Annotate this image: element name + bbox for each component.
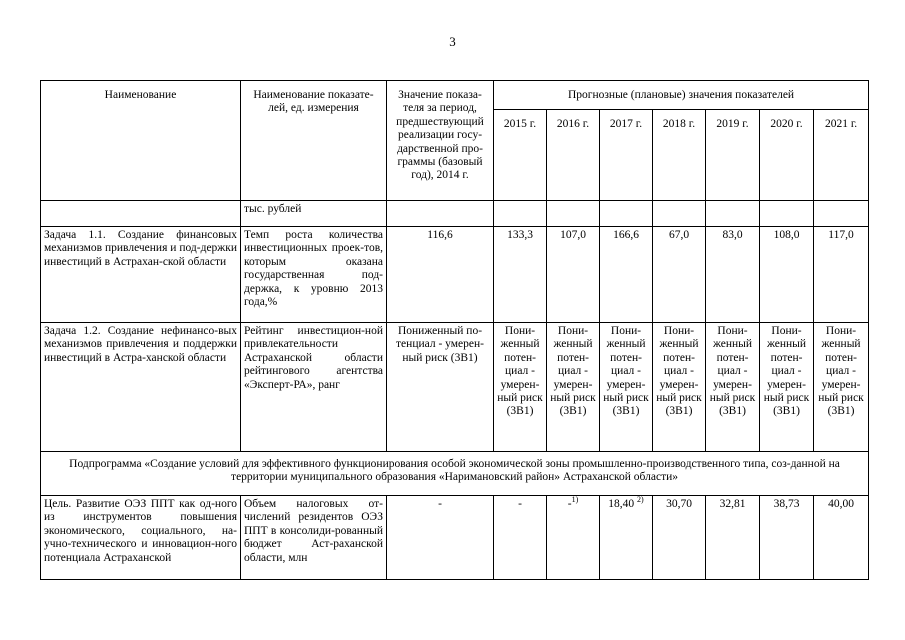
task-1-1-2017: 166,6 (600, 227, 653, 323)
task-1-2-2017: Пони-женный потен-циал - умерен-ный риск (3В1) (600, 323, 653, 452)
cell-unit: тыс. рублей (241, 201, 387, 227)
cell-empty (387, 201, 494, 227)
cell-empty (600, 201, 653, 227)
footnote-marker-2: 2) (637, 495, 644, 505)
task-1-2-2018: Пони-женный потен-циал - умерен-ный риск (3В1) (653, 323, 706, 452)
header-year-2018: 2018 г. (653, 110, 706, 201)
task-1-1-2020: 108,0 (760, 227, 814, 323)
header-row-1 (41, 81, 869, 110)
goal-2021: 40,00 (814, 496, 869, 580)
task-1-1-indicator: Темп роста количества инвестиционных проек-тов, которым оказана государственная под-держка, к уровню 2013 года,% (241, 227, 387, 323)
header-year-2016: 2016 г. (547, 110, 600, 201)
subprogram-title: Подпрограмма «Создание условий для эффективного функционирования особой экономической зоны промышленно-производственного типа, соз-данной на территории муниципального образования «Наримановский район» Астраханской области» (41, 452, 869, 496)
cell-empty (814, 201, 869, 227)
goal-2017-value: 18,40 (608, 498, 635, 510)
cell-empty (41, 201, 241, 227)
task-1-1-2021: 117,0 (814, 227, 869, 323)
header-year-2020: 2020 г. (760, 110, 814, 201)
task-1-2-base: Пониженный по-тенциал - умерен-ный риск (3В1) (387, 323, 494, 452)
goal-2018: 30,70 (653, 496, 706, 580)
task-1-1-2018: 67,0 (653, 227, 706, 323)
task-1-2-2019: Пони-женный потен-циал - умерен-ный риск (3В1) (706, 323, 760, 452)
page-number: 3 (449, 34, 456, 49)
task-1-1-base: 116,6 (387, 227, 494, 323)
goal-base: - (387, 496, 494, 580)
goal-name: Цель. Развитие ОЭЗ ППТ как од-ного из инструментов повышения экономического, социального, на-учно-технического и инновацион-ного потенциала Астраханской (41, 496, 241, 580)
goal-2019: 32,81 (706, 496, 760, 580)
task-1-2-indicator: Рейтинг инвестицион-ной привлекательности Астраханской области рейтингового агентства «Эксперт-РА», ранг (241, 323, 387, 452)
goal-indicator: Объем налоговых от-числений резидентов ОЭЗ ППТ в консолиди-рованный бюджет Аст-раханской области, млн (241, 496, 387, 580)
cell-empty (706, 201, 760, 227)
task-1-2-2021: Пони-женный потен-циал - умерен-ный риск (3В1) (814, 323, 869, 452)
task-1-1-2015: 133,3 (494, 227, 547, 323)
task-1-2-2015: Пони-женный потен-циал - умерен-ный риск (3В1) (494, 323, 547, 452)
goal-2016 (547, 496, 600, 580)
cell-empty (760, 201, 814, 227)
goal-2017 (600, 496, 653, 580)
table-row-task-1-2 (41, 323, 869, 452)
cell-empty (547, 201, 600, 227)
cell-empty (653, 201, 706, 227)
task-1-1-2016: 107,0 (547, 227, 600, 323)
goal-2020: 38,73 (760, 496, 814, 580)
indicators-table (40, 80, 869, 580)
header-forecast: Прогнозные (плановые) значения показателей (494, 81, 869, 110)
goal-2016-value: - (567, 498, 572, 510)
header-year-2019: 2019 г. (706, 110, 760, 201)
cell-empty (494, 201, 547, 227)
task-1-2-name: Задача 1.2. Создание нефинансо-вых механизмов привлечения и поддержки инвестиций в Астра-ханской области (41, 323, 241, 452)
header-base-value: Значение показа-теля за период, предшествующий реализации госу-дарственной про-граммы (базовый год), 2014 г. (387, 81, 494, 201)
header-year-2015: 2015 г. (494, 110, 547, 201)
table-row-subprogram (41, 452, 869, 496)
goal-2015: - (494, 496, 547, 580)
task-1-1-name: Задача 1.1. Создание финансовых механизмов привлечения и под-держки инвестиций в Астрахан-ской области (41, 227, 241, 323)
header-indicator: Наименование показате-лей, ед. измерения (241, 81, 387, 201)
header-year-2017: 2017 г. (600, 110, 653, 201)
task-1-1-2019: 83,0 (706, 227, 760, 323)
table-row-unit (41, 201, 869, 227)
task-1-2-2020: Пони-женный потен-циал - умерен-ный риск (3В1) (760, 323, 814, 452)
table-row-task-1-1 (41, 227, 869, 323)
header-year-2021: 2021 г. (814, 110, 869, 201)
footnote-marker-1: 1) (571, 495, 579, 505)
header-name: Наименование (41, 81, 241, 201)
task-1-2-2016: Пони-женный потен-циал - умерен-ный риск (3В1) (547, 323, 600, 452)
table-row-goal (41, 496, 869, 580)
